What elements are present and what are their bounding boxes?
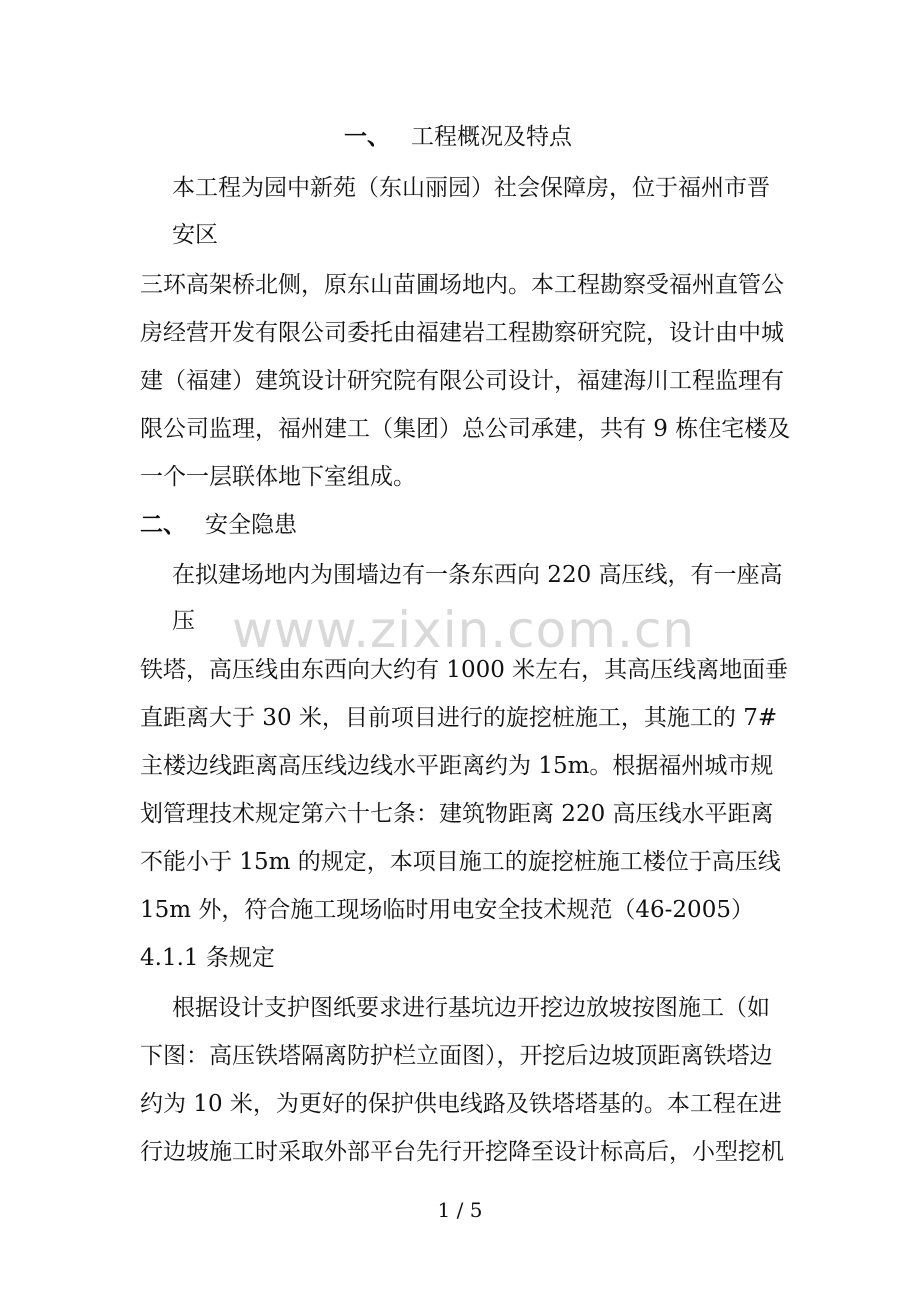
text-line: 铁塔，高压线由东西向大约有 1000 米左右，其高压线离地面垂: [140, 657, 789, 683]
page-number: 1 / 5: [437, 1198, 483, 1222]
text-line: 房经营开发有限公司委托由福建岩工程勘察研究院，设计由中城: [140, 320, 784, 346]
section-2-title: 安全隐患: [205, 512, 297, 538]
text-line: 划管理技术规定第六十七条：建筑物距离 220 高压线水平距离: [140, 801, 774, 827]
text-line: 行边坡施工时采取外部平台先行开挖降至设计标高后，小型挖机: [140, 1139, 784, 1165]
text-line: 安区: [172, 222, 218, 248]
text-line: 在拟建场地内为围墙边有一条东西向 220 高压线，有一座高: [172, 562, 783, 588]
section-1-title: 工程概况及特点: [411, 124, 572, 150]
text-line: 主楼边线距离高压线边线水平距离约为 15m。根据福州城市规: [140, 753, 774, 779]
text-line: 一个一层联体地下室组成。: [140, 464, 416, 490]
text-line: 根据设计支护图纸要求进行基坑边开挖边放坡按图施工（如: [172, 995, 770, 1021]
section-2-number: 二、: [140, 511, 186, 538]
text-line: 不能小于 15m 的规定，本项目施工的旋挖桩施工楼位于高压线: [140, 849, 781, 875]
section-1-number: 一、: [344, 123, 390, 150]
watermark: www.zixin.com.cn: [232, 601, 696, 659]
text-line: 压: [172, 608, 195, 634]
text-line: 4.1.1 条规定: [140, 945, 275, 971]
text-line: 下图：高压铁塔隔离防护栏立面图），开挖后边坡顶距离铁塔边: [140, 1043, 773, 1069]
text-line: 约为 10 米，为更好的保护供电线路及铁塔塔基的。本工程在进: [140, 1091, 782, 1117]
text-line: 三环高架桥北侧，原东山苗圃场地内。本工程勘察受福州直管公: [140, 272, 784, 298]
text-line: 建（福建）建筑设计研究院有限公司设计，福建海川工程监理有: [140, 368, 784, 394]
text-line: 15m 外，符合施工现场临时用电安全技术规范（46-2005）: [140, 897, 754, 923]
text-line: 限公司监理，福州建工（集团）总公司承建，共有 9 栋住宅楼及: [140, 416, 791, 442]
text-line: 直距离大于 30 米，目前项目进行的旋挖桩施工，其施工的 7#: [140, 705, 778, 731]
text-line: 本工程为园中新苑（东山丽园）社会保障房，位于福州市晋: [172, 175, 770, 201]
